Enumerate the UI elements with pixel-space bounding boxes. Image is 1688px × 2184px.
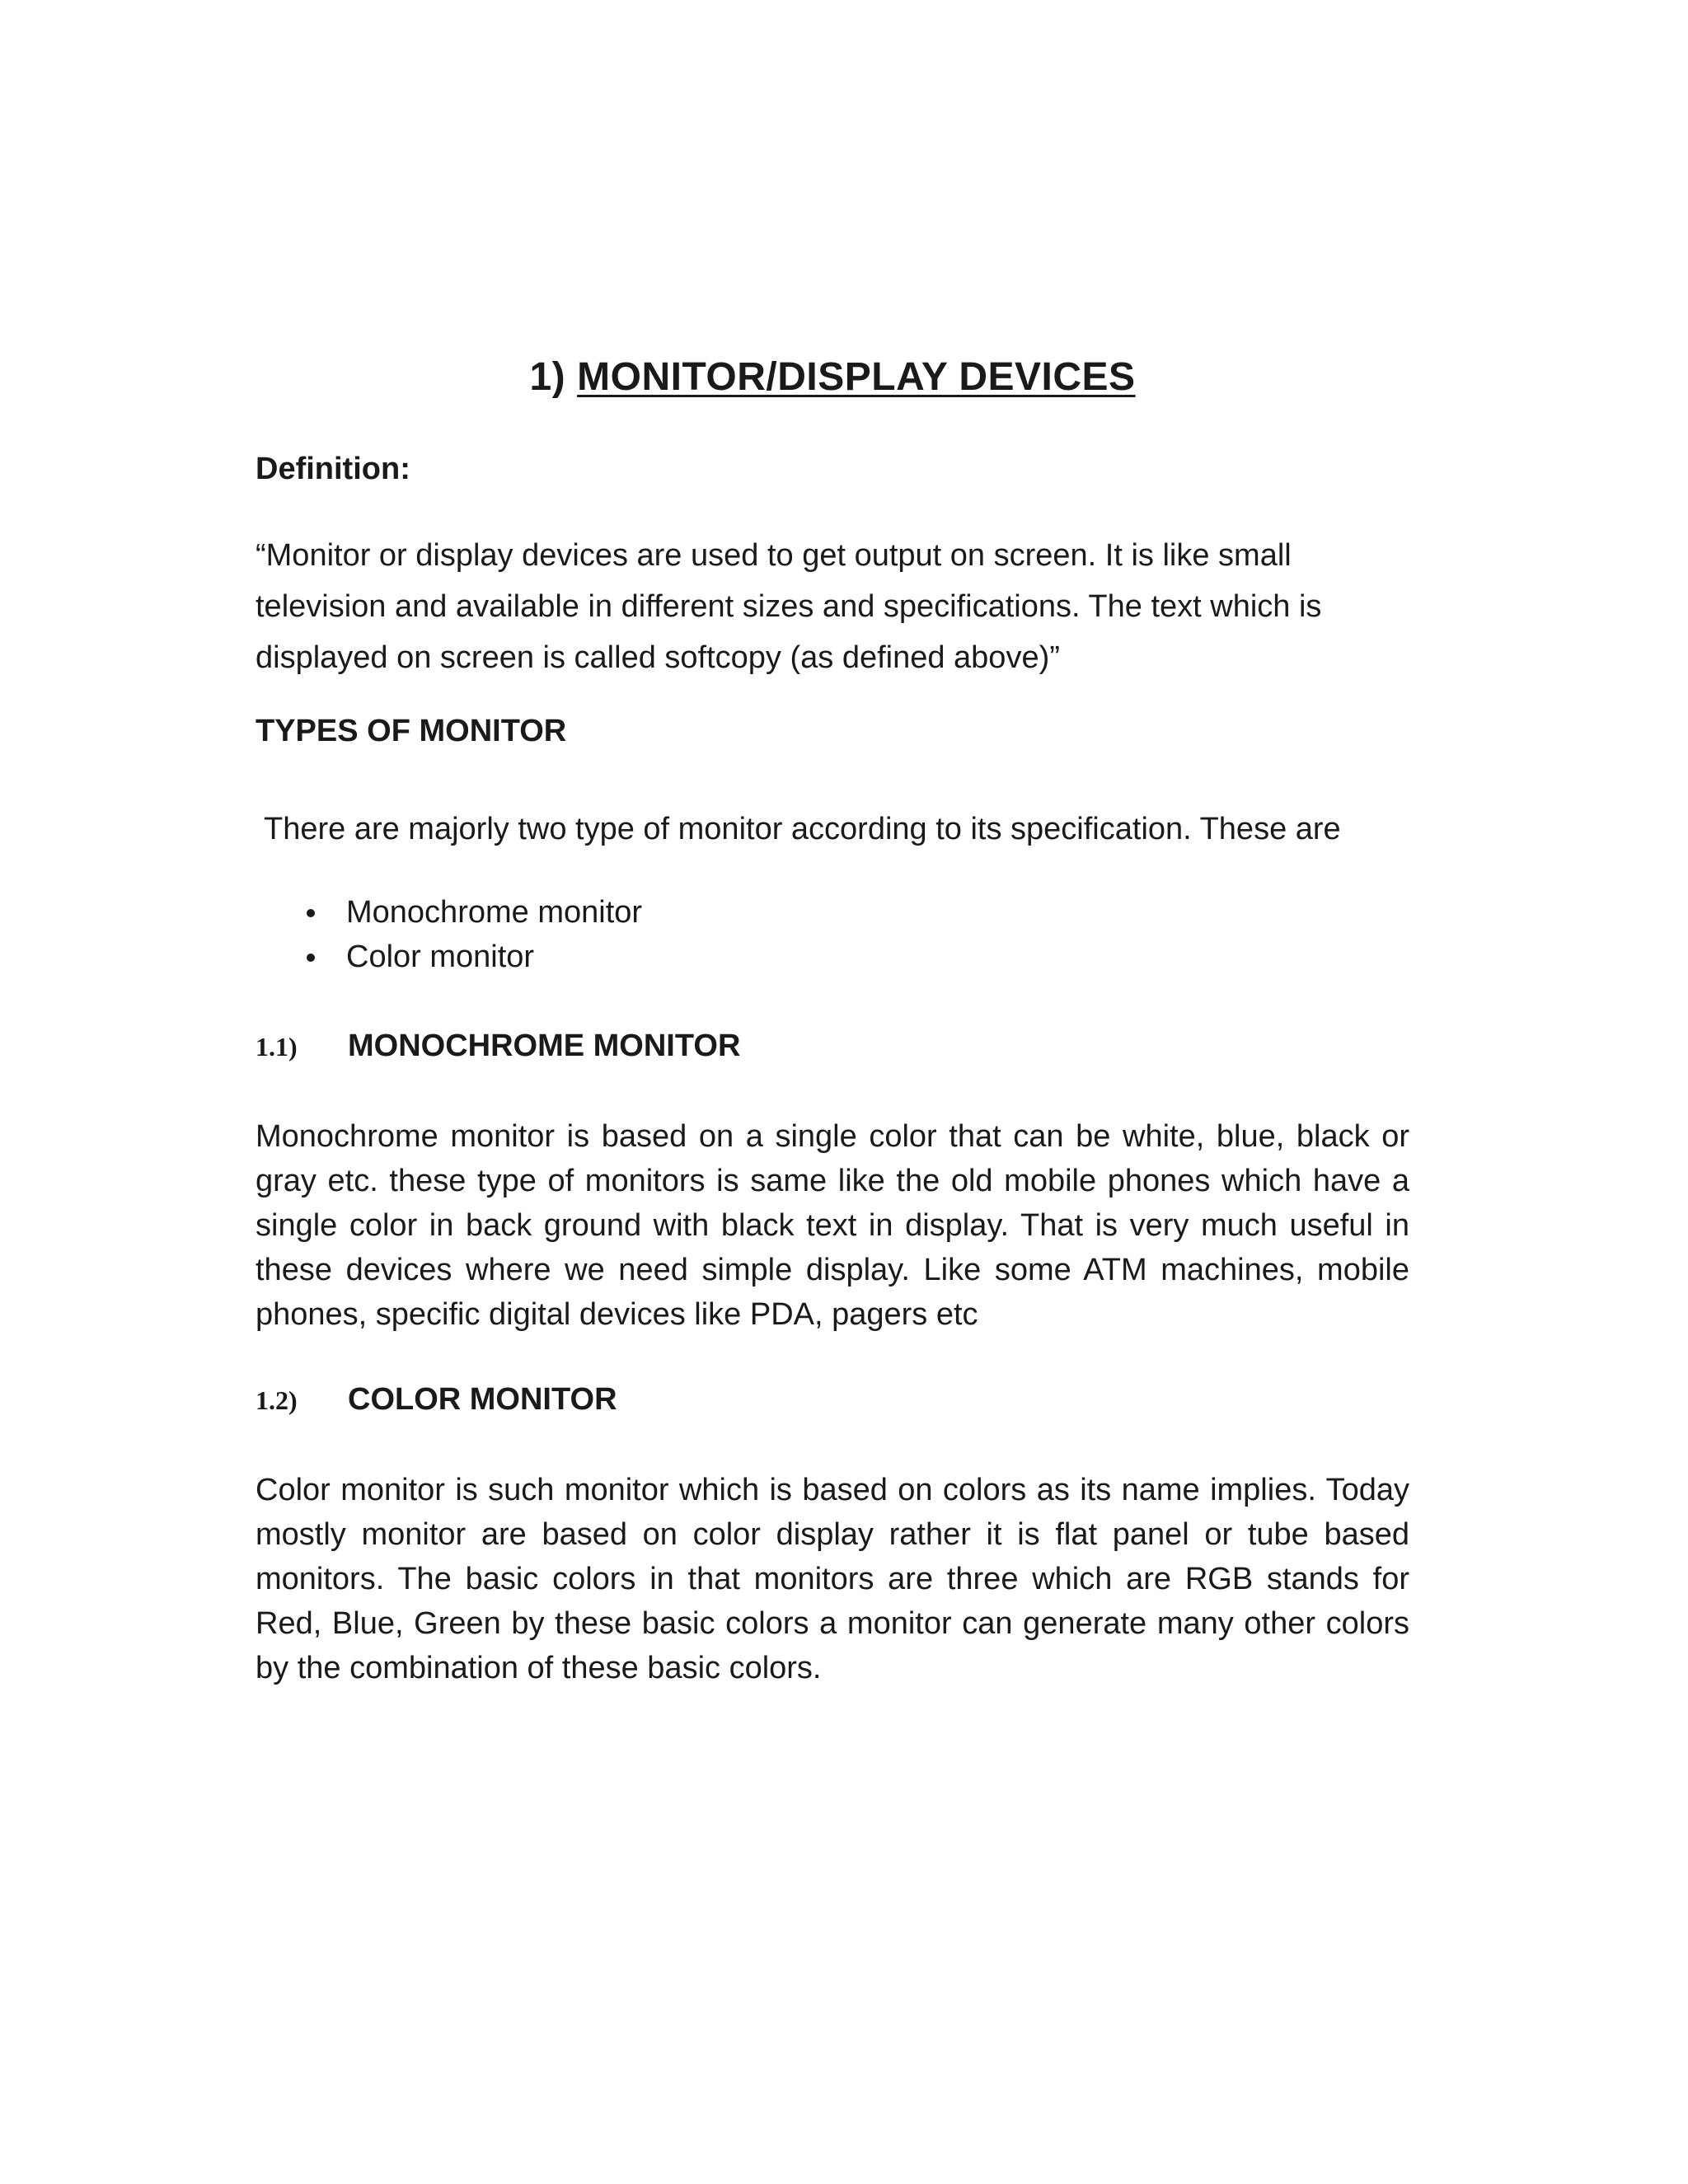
list-item-label: Monochrome monitor [346,895,643,930]
definition-label: Definition: [256,452,410,486]
section-heading-color [256,1382,617,1418]
section-heading-monochrome [256,1029,740,1064]
section-number: 1.2) [256,1385,298,1415]
title-number: 1) [529,355,566,399]
list-item [256,935,642,979]
types-heading: TYPES OF MONITOR [256,714,567,748]
definition-text: “Monitor or display devices are used to get output on screen. It is like small television and available in different sizes and specifications. The text which is displayed on screen is called softcopy (as defined above)” [256,538,1322,675]
list-item [256,890,642,935]
bullet-icon [307,909,315,917]
list-item-label: Color monitor [346,940,535,974]
document-page [256,0,1409,2184]
bullet-icon [307,954,315,962]
page-title [256,354,1409,400]
title-text: MONITOR/DISPLAY DEVICES [577,355,1136,399]
types-list [256,890,642,979]
section-number: 1.1) [256,1032,298,1062]
section-title: COLOR MONITOR [348,1382,617,1417]
section-body-color: Color monitor is such monitor which is based on colors as its name implies. Today mostly monitor are based on color display rather it is flat panel or tube based monitors. The basic colors in that monitors are three which are RGB stands for Red, Blue, Green by these basic colors a monitor can generate many other colors by the combination of these basic colors. [256,1473,1409,1685]
types-intro: There are majorly two type of monitor according to its specification. These are [264,812,1341,846]
section-title: MONOCHROME MONITOR [348,1029,741,1063]
section-body-monochrome: Monochrome monitor is based on a single color that can be white, blue, black or gray etc. these type of monitors is same like the old mobile phones which have a single color in back ground with black text in display. That is very much useful in these devices where we need simple display. Like some ATM machines, mobile phones, specific digital devices like PDA, pagers etc [256,1119,1409,1332]
